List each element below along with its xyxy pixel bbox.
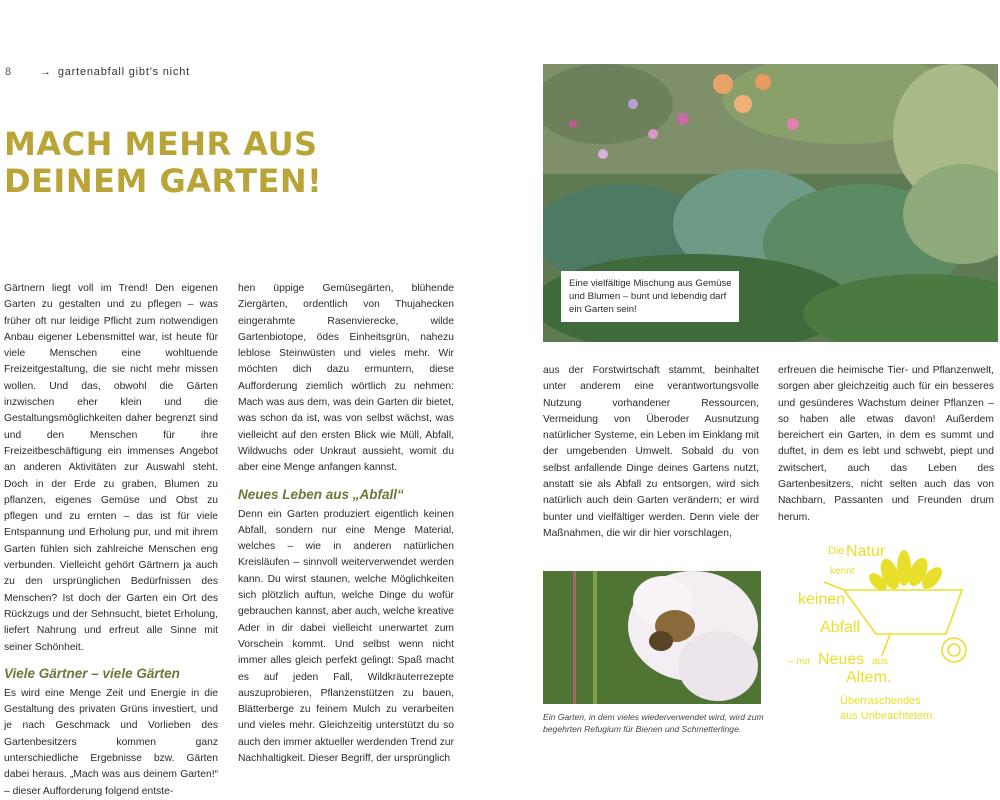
wheelbarrow-quote-illustration: [786, 538, 990, 728]
text-column-1: [4, 281, 218, 800]
body-paragraph: aus der Forstwirtschaft stammt, beinhaltet unter anderem eine verantwortungsvolle Nutzung vorhandener Ressourcen, Vermeidung von Überoder Ausnutzung natürlicher Systeme, ein Leben im Einklang mit der umgebenden Umwelt. Sobald du von selbst anfallende Dinge deines Gartens nutzt, anstatt sie als Abfall zu entsorgen, wird sich natürlich auch dein Garten verändern; er wird bunter und vielfältiger werden. Denn viele der Maßnahmen, die wir dir hier vorschlagen,: [543, 365, 759, 539]
page-title-line-2: DEINEM GARTEN!: [4, 162, 323, 200]
text-column-3: [543, 363, 759, 542]
bee-photo-caption: Ein Garten, in dem vieles wiederverwendet wird, wird zum begehrten Refugium für Bienen und Schmetterlinge.: [543, 712, 764, 734]
quote-word-altem: Altem.: [846, 669, 892, 686]
quote-word-keinen: keinen: [798, 591, 846, 608]
running-head: [40, 66, 190, 78]
quote-word-natur: Natur: [846, 543, 886, 560]
body-paragraph: Gärtnern liegt voll im Trend! Den eigenen Garten zu gestalten und zu pflegen – was früher oft nur leidige Pflicht zum notwendigen Anbau eigener Lebensmittel war, ist heute für viele Menschen eine wohltuende Freizeitgestaltung, die sie nicht mehr missen wollen. Und das, obwohl die Gärten inzwischen eher klein und die Gestaltungsmöglichkeiten daher begrenzt sind und den Menschen für ihre Freizeitbeschäftigung ein immenses Angebot an anderen Aktivitäten zur Auswahl steht. Doch in der Erde zu graben, Blumen zu pflanzen, eigenes Gemüse und Obst zu pflegen und zu ernten – das ist für viele Entspannung und Erholung pur, und mit ihrem Garten fühlen sich zahlreiche Menschen eng verbunden. Vielleicht gehört Gärtnern ja auch zu den ursprünglichen Bedürfnissen des Menschen? Ist doch der Garten ein Ort des Rückzugs und der Sehnsucht, bietet Erholung, liefert Nahrung und erfreut alle Sinne mit seiner Schönheit.: [4, 283, 218, 653]
running-head-text: gartenabfall gibt's nicht: [57, 66, 190, 78]
garden-photo-caption: Eine vielfältige Mischung aus Gemüse und Blumen – bunt und lebendig darf ein Garten sein!: [561, 271, 739, 322]
page-title-line-1: MACH MEHR AUS: [4, 125, 318, 163]
arrow-right-icon: →: [40, 66, 52, 78]
quote-word-aus: aus: [872, 656, 889, 667]
text-column-4: [778, 363, 994, 526]
body-paragraph: Denn ein Garten produziert eigentlich keinen Abfall, sondern nur eine Menge Material, welches – wie in anderen natürlichen Kreisläufen – sinnvoll weiterverwendet werden kann. Du wirst staunen, welche Möglichkeiten sich plötzlich auftun, welche Dinge du wofür gebrauchen kannst, aber auch, welche kreative Ader in dir dabei vielleicht unerwartet zum Vorschein kommt. Und selbst wenn nicht immer alles gleich perfekt gelingt: Spaß macht es auf jeden Fall, Wildkräuterrezepte auszuprobieren, Pflanzenstützen zu bauen, Blätterberge zu feinem Mulch zu verarbeiten und vieles mehr. Gleichzeitig unterstützt du so auch den immer aktueller werdenden Trend zur Nachhaltigkeit. Dieser Begriff, der ursprünglich: [238, 508, 454, 765]
page-title: [4, 126, 322, 200]
quote-word-die: Die: [828, 545, 845, 557]
subheading-neues-leben: Neues Leben aus „Abfall“: [238, 486, 404, 502]
bee-flower-photo-art: [543, 571, 761, 704]
bee-flower-photo: [543, 571, 761, 704]
quote-word-neues: Neues: [818, 651, 865, 668]
body-paragraph: hen üppige Gemüsegärten, blühende Ziergärten, ordentlich von Thujahecken eingerahmte Rasenvierecke, wilde Gartenbiotope, ödes Einheitsgrün, nahezu leblose Steinwüsten und vieles mehr. Wir möchten dich dazu ermuntern, diese Aufforderung ziemlich wörtlich zu nehmen: Mach was aus dem, was dein Garten dir bietet, was schon da ist, was von selbst wächst, was vielleicht auf den ersten Blick wie Müll, Abfall, Wildwuchs oder Unkraut aussieht, womit du aber eine Menge anfangen kannst.: [238, 283, 454, 474]
text-column-2: [238, 281, 454, 767]
quote-word-ueberraschendes: Überraschendes: [840, 695, 921, 707]
quote-word-abfall: Abfall: [820, 619, 861, 636]
body-paragraph: erfreuen die heimische Tier- und Pflanzenwelt, sorgen aber gleichzeitig auch für ein besseres und gesünderes Wachstum deiner Pflanzen – so haben alle etwas davon! Außerdem bereichert ein Garten, in dem es summt und duftet, in dem es lebt und schwebt, piept und zwitschert, auch das Leben des Gartenbesitzers, nicht selten auch das von Nachbarn, Passanten und Freunden drum herum.: [778, 365, 994, 523]
quote-word-nur: – nur: [788, 656, 811, 667]
body-paragraph: Es wird eine Menge Zeit und Energie in die Gestaltung des privaten Grüns investiert, und je nach Geschmack und Vorlieben des Gartenbesitzers kommen ganz unterschiedliche Ergebnisse bzw. Gärten dabei heraus. „Mach was aus deinem Garten!“ – dieser Aufforderung folgend entste-: [4, 687, 218, 797]
quote-word-aus-unbeachtetem: aus Unbeachtetem.: [840, 710, 936, 722]
quote-word-kennt: kennt: [830, 566, 855, 577]
page-number: 8: [5, 66, 12, 78]
subheading-viele-gaertner: Viele Gärtner – viele Gärten: [4, 665, 180, 681]
